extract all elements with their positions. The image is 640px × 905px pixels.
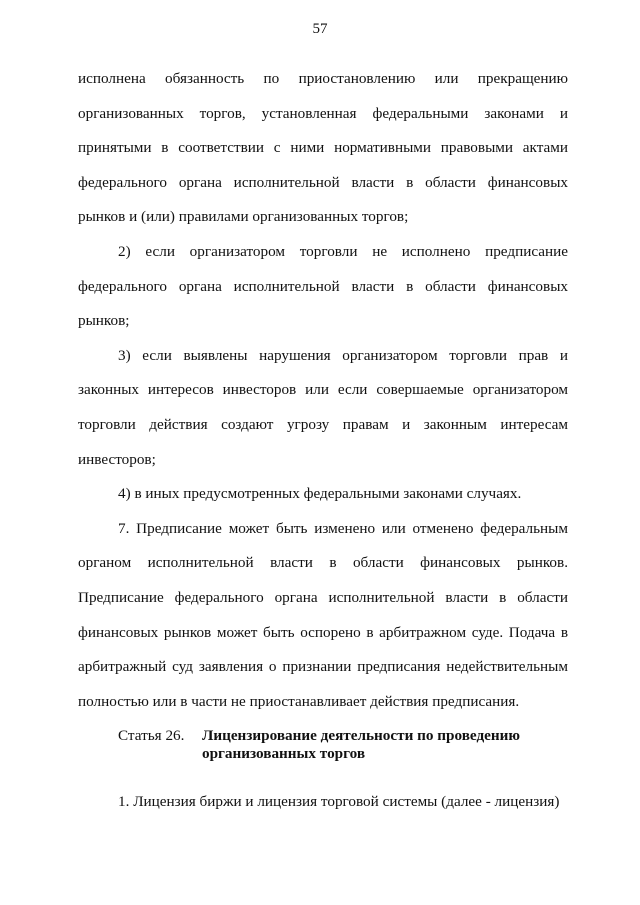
page-number: 57 xyxy=(312,21,328,37)
paragraph-item-3: 3) если выявлены нарушения организатором торговли прав и законных интересов инвесторов или если совершаемые организатором торговли действия создают угрозу правам и законным интересам инвесторов; xyxy=(78,346,568,468)
paragraph-section-7: 7. Предписание может быть изменено или отменено федеральным органом исполнительной власти в области финансовых рынков. Предписание федерального органа исполнительной власти в области финансовых рынков может быть оспорено в арбитражном суде. Подача в арбитражный суд заявления о признании предписания недействительным полностью или в части не приостанавливает действия предписания. xyxy=(78,519,568,710)
document-body xyxy=(78,62,568,820)
paragraph-continuation: исполнена обязанность по приостановлению или прекращению организованных торгов, установленная федеральными законами и принятыми в соответствии с ними нормативными правовыми актами федерального органа исполнительной власти в области финансовых рынков и (или) правилами организованных торгов; xyxy=(78,70,568,226)
paragraph-item-4: 4) в иных предусмотренных федеральными законами случаях. xyxy=(118,485,522,503)
paragraph-item-2: 2) если организатором торговли не исполнено предписание федерального органа исполнительной власти в области финансовых рынков; xyxy=(78,242,568,330)
article-heading xyxy=(78,727,568,763)
paragraph-license: 1. Лицензия биржи и лицензия торговой системы (далее - лицензия) xyxy=(118,793,560,811)
article-number: Статья 26. xyxy=(118,727,185,745)
article-title: Лицензирование деятельности по проведению организованных торгов xyxy=(202,727,520,763)
